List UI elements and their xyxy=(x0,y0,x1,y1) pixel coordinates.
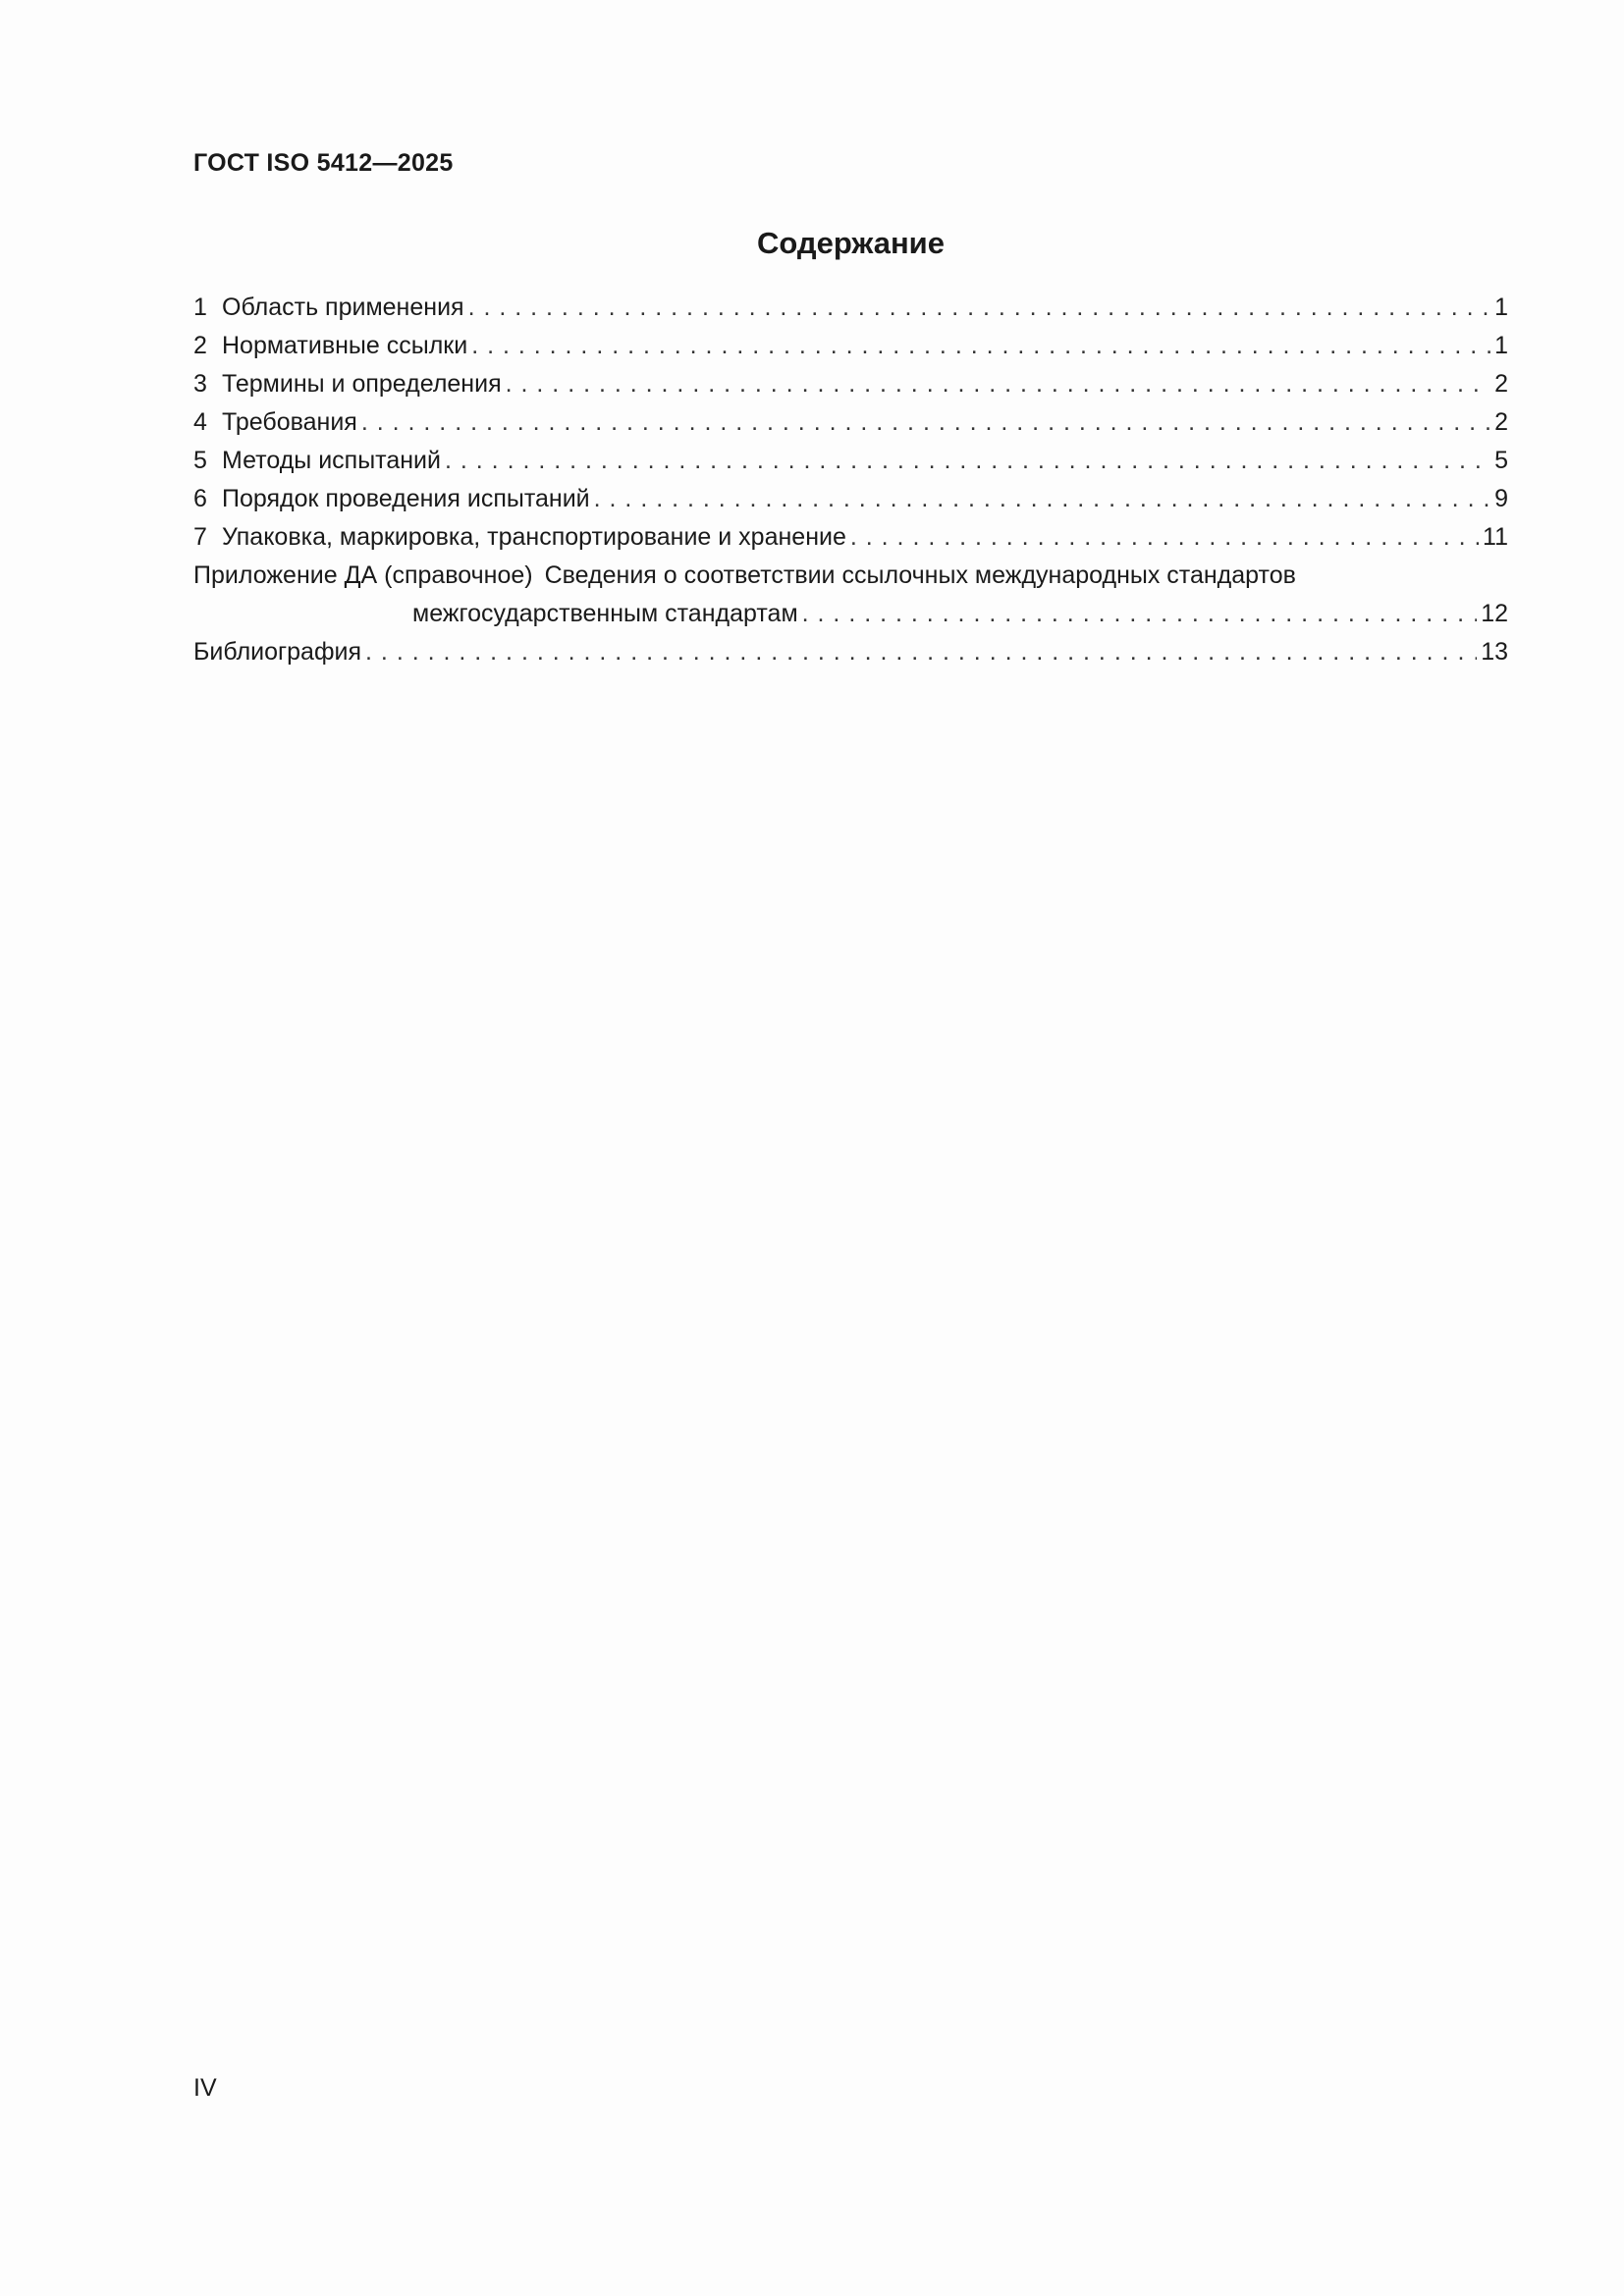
toc-entry-5[interactable] xyxy=(193,442,1508,480)
toc-entry-title: Термины и определения xyxy=(222,370,502,398)
toc-entry-7[interactable] xyxy=(193,518,1508,557)
toc-entry-page: 1 xyxy=(1494,332,1508,359)
toc-entry-page: 2 xyxy=(1494,408,1508,436)
appendix-title-line1: Сведения о соответствии ссылочных международных стандартов xyxy=(544,561,1296,589)
doc-code: ГОСТ ISO 5412—2025 xyxy=(193,149,454,177)
dot-leader xyxy=(850,518,1479,557)
toc-entry-number: 4 xyxy=(193,408,207,436)
toc-entry-title: Нормативные ссылки xyxy=(222,332,468,359)
toc-entry-3[interactable] xyxy=(193,365,1508,403)
table-of-contents xyxy=(193,289,1508,671)
toc-entry-appendix[interactable] xyxy=(193,557,1508,633)
dot-leader xyxy=(802,595,1478,633)
toc-entry-page: 13 xyxy=(1481,638,1508,666)
toc-entry-title: Порядок проведения испытаний xyxy=(222,485,590,512)
toc-entry-6[interactable] xyxy=(193,480,1508,518)
toc-entry-bibliography[interactable] xyxy=(193,633,1508,671)
toc-entry-title: Требования xyxy=(222,408,357,436)
dot-leader xyxy=(594,480,1490,518)
dot-leader xyxy=(468,289,1491,327)
toc-entry-2[interactable] xyxy=(193,327,1508,365)
appendix-label: Приложение ДА (справочное) xyxy=(193,561,533,589)
toc-entry-title: Библиография xyxy=(193,638,362,666)
appendix-title-line2: межгосударственным стандартам xyxy=(412,600,798,627)
toc-entry-page: 11 xyxy=(1483,523,1508,551)
toc-entry-number: 2 xyxy=(193,332,207,359)
dot-leader xyxy=(361,403,1490,442)
toc-entry-4[interactable] xyxy=(193,403,1508,442)
dot-leader xyxy=(445,442,1490,480)
toc-entry-number: 3 xyxy=(193,370,207,398)
toc-entry-number: 1 xyxy=(193,294,207,321)
toc-entry-number: 7 xyxy=(193,523,207,551)
toc-entry-page: 9 xyxy=(1494,485,1508,512)
dot-leader xyxy=(471,327,1490,365)
toc-entry-page: 12 xyxy=(1481,600,1508,627)
toc-entry-1[interactable] xyxy=(193,289,1508,327)
toc-entry-number: 5 xyxy=(193,447,207,474)
dot-leader xyxy=(365,633,1477,671)
dot-leader xyxy=(506,365,1490,403)
toc-entry-number: 6 xyxy=(193,485,207,512)
toc-entry-title: Методы испытаний xyxy=(222,447,441,474)
toc-entry-title: Область применения xyxy=(222,294,464,321)
toc-title: Содержание xyxy=(757,226,945,260)
toc-entry-page: 5 xyxy=(1494,447,1508,474)
toc-entry-page: 1 xyxy=(1494,294,1508,321)
page-number: IV xyxy=(193,2074,217,2102)
toc-entry-title: Упаковка, маркировка, транспортирование и хранение xyxy=(222,523,846,551)
toc-entry-page: 2 xyxy=(1494,370,1508,398)
